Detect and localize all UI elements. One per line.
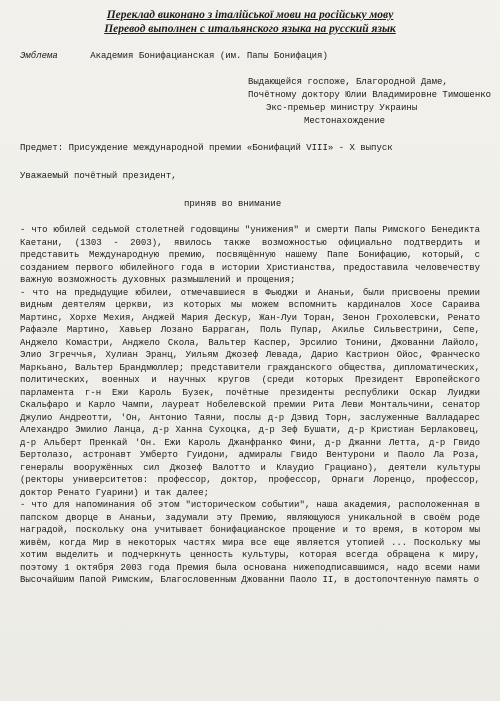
addressee-line: Экс-премьер министру Украины — [266, 103, 418, 113]
translation-note-russian: Перевод выполнен с итальянского языка на русский язык — [104, 23, 396, 35]
academy-name: Академия Бонифацианская (им. Папы Бонифация) — [90, 51, 328, 61]
paragraph: - что на предыдущие юбилеи, отмечавшиеся в Фьюджи и Ананьи, были присвоены премии видным деятелям церкви, из которых мы можем вспомнить кардиналов Хосе Сараива Мартинс, Хорхе Мехия, Анджей Мария Дескур, Жан-Луи Торан, Зенон Грохолевски, Ренато Рафаэле Мартино, Хавьер Лозано Барраган, Поль Пупар, Акилье Сильвестрини, Сепе, Анджело Комастри, Анджело Скола, Вальтер Каспер, Эрсилио Тонини, Джованни Лайоло, Элио Згреччья, Хулиан Эранц, Уильям Джозеф Левада, Дарио Кастрион Ойос, Франческо Маркьано, Вальтер Брандмюллер; представители гражданского общества, дипломатических, политических, военных и научных кругов (среди которых Президент Европейского парламента г-н Ежи Кароль Бузек, почётные президенты республики Оскар Луиджи Скальфаро и Карло Чампи, лауреат Нобелевской премии Рита Леви Монтальчини, сенатор Джулио Андреотти, 'Он, Антонио Таяни, послы д-р Дэвид Торн, заслуженные Валладарес Алехандро Эмилио Ланца, д-р Ханна Сухоцка, д-р Зеф Бушати, д-р Кристиан Берлаковец, д-р Альберт Пренкай 'Он. Ежи Кароль Джанфранко Фини, д-р Джанни Летта, д-р Гвидо Бертолазо, астронавт Умберто Гуидони, адмиралы Гвидо Вентурони и Паоло Ла Роза, генералы вооружённых сил Джозеф Валотто и Клаудио Грациано), деятели культуры (ректоры университетов: профессор, доктор, профессор, Орнаги Лоренцо, профессор, доктор Ренато Гуарини) и так далее; — [20, 287, 480, 498]
emblem-label: Эмблема — [20, 51, 58, 61]
addressee-line: Выдающейся госпоже, Благородной Даме, — [248, 77, 448, 87]
letter-body — [20, 224, 480, 587]
paragraph: - что для напоминания об этом "историческом событии", наша академия, расположенная в папском дворце в Ананьи, задумали эту Премию, являющуюся уникальной в своём роде наградой, поскольку она учитывает бонифацианское прощение и то время, в котором мы живём, когда Мир в некоторых частях мира все еще является утопией ... Поскольку мы хотим выделить и подчеркнуть ценность культуры, которая всегда обращена к миру, поэтому 1 октября 2003 года Премия была основана нижеподписавшимся, надо всеми нами Высочайшим Папой Римским, Благословенным Джованни Паоло II, в достопочтенную память о — [20, 500, 480, 585]
salutation: Уважаемый почётный президент, — [20, 171, 177, 181]
addressee-line: Местонахождение — [304, 116, 386, 126]
emblem-line — [20, 50, 480, 62]
subject-line: Предмет: Присуждение международной премии «Бонифаций VIII» - X выпуск — [20, 143, 393, 153]
translation-note-ukrainian: Переклад виконано з італійської мови на російську мову — [106, 9, 394, 21]
paragraph: - что юбилей седьмой столетней годовщины "унижения" и смерти Папы Римского Бенедикта Каетани, (1303 - 2003), явилось также возможностью официально подтвердить и представить Международную премию, посвящённую нашему Папе Бонифацию, который, с созданием первого юбилейного года в истории Христианства, предоставила человечеству важную возможность духовных размышлений и прощения; — [20, 225, 480, 285]
addressee-block — [248, 76, 492, 128]
taking-into-account: приняв во внимание — [184, 199, 282, 209]
addressee-line: Почётному доктору Юлии Владимировне Тимошенко — [248, 90, 492, 100]
